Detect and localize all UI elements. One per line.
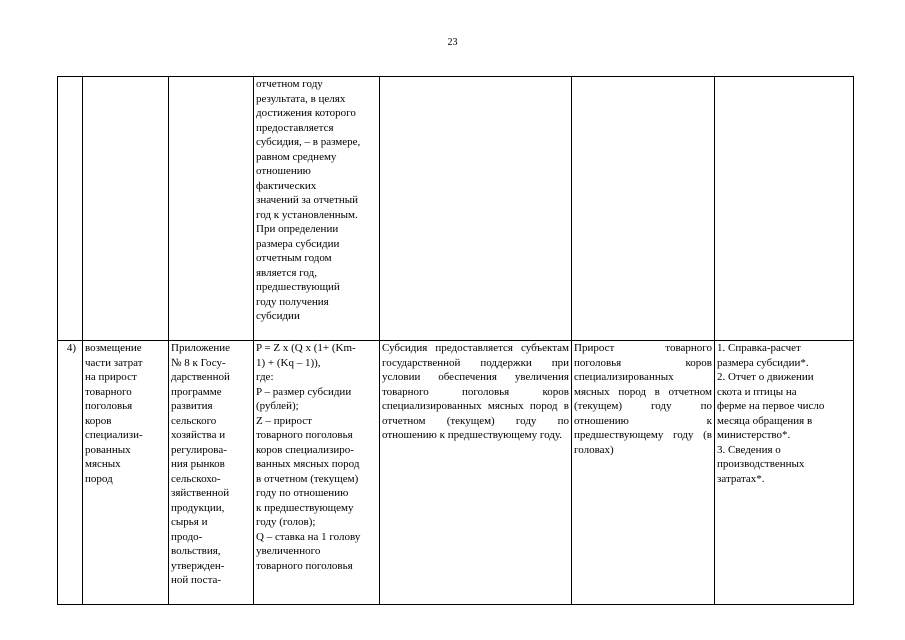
text-line: к предшествующему — [256, 501, 354, 514]
text-line: сырья и — [171, 516, 208, 528]
text-line: сельскохо- — [171, 472, 221, 485]
text-line: году получения — [256, 295, 329, 308]
basis-cell — [169, 77, 254, 341]
text-line: вольствия, — [171, 545, 221, 557]
formula-cell — [254, 77, 380, 341]
text-line: товарного поголовья — [256, 559, 353, 572]
text-line: коров специализиро- — [256, 443, 354, 456]
text-line: части затрат — [85, 356, 143, 369]
conditions-text: Субсидия предоставляется субъектам государственной поддержки при условии обеспечения увеличения товарного поголовья коров специализированных мясных пород в отчетном (текущем) году по отношению к предшествующему году. — [382, 342, 569, 441]
text-line: Приложение — [171, 342, 231, 354]
text-line: результата, в целях — [256, 92, 346, 105]
text-line: 1) + (Kq – 1)), — [256, 356, 321, 369]
text-line: достижения которого — [256, 107, 356, 119]
text-line: продукции, — [171, 501, 225, 514]
text-line: субсидии — [256, 310, 300, 322]
text-line: коров — [85, 414, 112, 427]
text-line: программе — [171, 385, 222, 398]
basis-cell — [169, 341, 254, 605]
text-line: ной поста- — [171, 574, 222, 586]
text-line: товарного — [85, 385, 132, 398]
text-line: значений за отчетный — [256, 194, 359, 206]
text-line: предоставляется — [256, 121, 334, 134]
conditions-cell — [380, 341, 572, 605]
text-line: сельского — [171, 414, 217, 427]
text-line: ферме на первое число — [717, 400, 825, 412]
subsidy-table — [57, 76, 854, 605]
text-line: увеличенного — [256, 545, 321, 557]
text-line: рованных — [85, 443, 131, 456]
text-line: дарственной — [171, 371, 230, 383]
text-line: 1. Справка-расчет — [717, 342, 801, 354]
text-line: 3. Сведения о — [717, 443, 781, 456]
text-line: скота и птицы на — [717, 385, 797, 398]
text-line: году по отношению — [256, 487, 349, 499]
text-line: затратах*. — [717, 472, 765, 485]
text-line: 2. Отчет о движении — [717, 371, 814, 383]
conditions-cell — [380, 77, 572, 341]
row-number: 4) — [58, 341, 83, 605]
text-line: фактических — [256, 179, 317, 192]
text-line: где: — [256, 371, 274, 383]
table-row-continuation — [58, 77, 854, 341]
text-line: министерство*. — [717, 429, 791, 441]
text-line: месяца обращения в — [717, 414, 813, 427]
formula-text — [256, 341, 377, 573]
text-line: году (голов); — [256, 516, 316, 528]
text-line: мясных — [85, 458, 121, 470]
text-line: является год, — [256, 266, 317, 279]
text-line: специализи- — [85, 429, 143, 441]
text-line: поголовья — [85, 400, 133, 412]
text-line: год к установленным. — [256, 208, 358, 221]
documents-cell — [715, 77, 854, 341]
text-line: хозяйства и — [171, 429, 226, 441]
text-line: предшествующий — [256, 281, 340, 293]
text-line: субсидия, – в размере, — [256, 136, 361, 148]
text-line: P = Z x (Q x (1+ (Km- — [256, 342, 356, 354]
text-line: равном среднему — [256, 150, 337, 163]
text-line: отношению — [256, 165, 311, 177]
purpose-cell — [83, 341, 169, 605]
text-line: товарного поголовья — [256, 429, 353, 441]
result-cell — [572, 77, 715, 341]
text-line: в отчетном (текущем) — [256, 472, 359, 485]
text-line: на прирост — [85, 371, 137, 383]
result-text: Прирост товарного поголовья коров специализированных мясных пород в отчетном (текущем) году по отношению к предшествующему году (в головах) — [574, 342, 712, 456]
purpose-cell — [83, 77, 169, 341]
text-line: развития — [171, 400, 213, 412]
text-line: возмещение — [85, 342, 142, 354]
text-line: размера субсидии — [256, 237, 340, 250]
documents-text — [717, 341, 851, 486]
formula-cell — [254, 341, 380, 605]
documents-cell — [715, 341, 854, 605]
text-line: утвержден- — [171, 559, 225, 572]
text-line: пород — [85, 472, 113, 485]
text-line: отчетном году — [256, 78, 323, 90]
formula-text — [256, 77, 377, 324]
text-line: ния рынков — [171, 458, 225, 470]
text-line: регулирова- — [171, 443, 227, 456]
text-line: № 8 к Госу- — [171, 356, 226, 369]
text-line: Q – ставка на 1 голову — [256, 530, 361, 543]
number-cell — [58, 77, 83, 341]
basis-text — [171, 341, 251, 588]
text-line: размера субсидии*. — [717, 356, 809, 369]
result-cell — [572, 341, 715, 605]
text-line: зяйственной — [171, 487, 230, 499]
text-line: (рублей); — [256, 400, 299, 412]
text-line: ванных мясных пород — [256, 458, 360, 470]
purpose-text — [85, 341, 166, 486]
text-line: P – размер субсидии — [256, 385, 352, 398]
text-line: продо- — [171, 530, 203, 543]
text-line: Z – прирост — [256, 414, 312, 427]
text-line: При определении — [256, 223, 339, 235]
page-number: 23 — [447, 37, 458, 48]
text-line: отчетным годом — [256, 252, 332, 264]
text-line: производственных — [717, 458, 805, 470]
table-row-4 — [58, 341, 854, 605]
